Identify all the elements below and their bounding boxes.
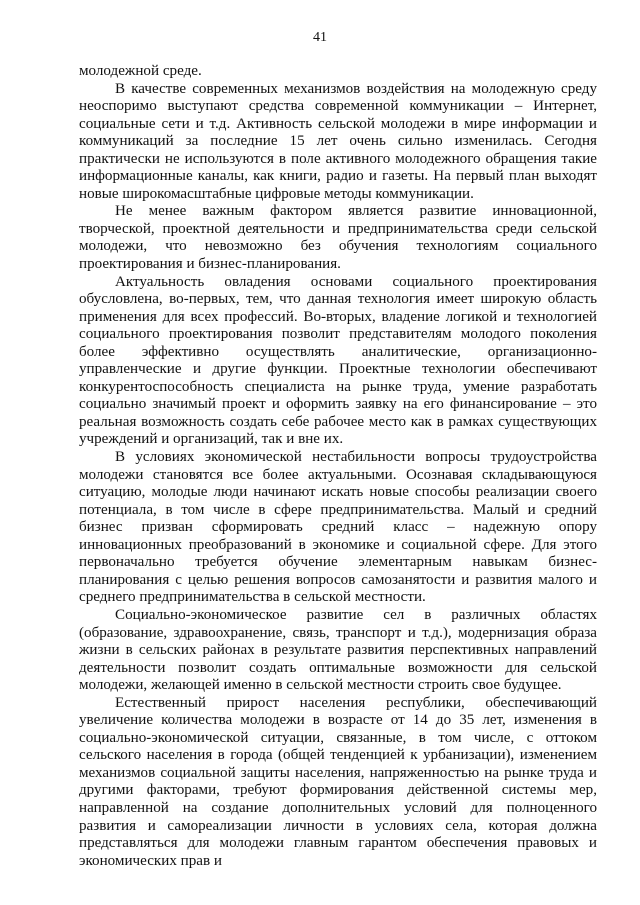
paragraph-rural-development: Социально-экономическое развитие сел в различных областях (образование, здравоохранение, связь, транспорт и т.д.), модернизация образа жизни в сельских районах в результате развития перспективных направлений деятельности позволит создать оптимальные возможности для сельской молодежи, желающей именно в сельской местности строить свое будущее. [79,606,597,694]
paragraph-innovation: Не менее важным фактором является развитие инновационной, творческой, проектной деятельности и предпринимательства среди сельской молодежи, что невозможно без обучения технологиям социального проектирования и бизнес-планирования. [79,203,597,273]
paragraph-population-growth: Естественный прирост населения республики, обеспечивающий увеличение количества молодежи в возрасте от 14 до 35 лет, изменения в социально-экономической ситуации, связанные, в том числе, с оттоком сельского населения в города (общей тенденцией к урбанизации), изменением механизмов социальной защиты населения, напряженностью на рынке труда и другими факторами, требуют формирования действенной системы мер, направленной на создание дополнительных условий для полноценного развития и самореализации личности в условиях села, которая должна представляться для молодежи главным гарантом обеспечения правовых и экономических прав и [79,694,597,869]
paragraph-communication: В качестве современных механизмов воздействия на молодежную среду неоспоримо выступают средства современной коммуникации – Интернет, социальные сети и т.д. Активность сельской молодежи в мире информации и коммуникаций за последние 15 лет очень сильно изменилась. Сегодня практически не используются в поле активного молодежного обращения такие информационные каналы, как книги, радио и газеты. На первый план выходят новые широкомасштабные цифровые методы коммуникации. [79,80,597,202]
paragraph-continuation: молодежной среде. [79,63,202,79]
paragraph-employment: В условиях экономической нестабильности вопросы трудоустройства молодежи становятся все более актуальными. Осознавая складывающуюся ситуацию, молодые люди начинают искать новые способы реализации своего потенциала, в том числе в сфере предпринимательства. Малый и средний бизнес призван сформировать средний класс – надежную опору инновационных преобразований в экономике и социальной сфере. Для этого первоначально требуется обучение элементарным навыкам бизнес-планирования с целью решения вопросов самозанятости и развития малого и среднего предпринимательства в сельской местности. [79,449,597,606]
paragraph-social-design: Актуальность овладения основами социального проектирования обусловлена, во-первых, тем, что данная технология имеет широкую область применения для всех профессий. Во-вторых, владение логикой и технологией социального проектирования позволит представителям молодого поколения более эффективно осуществлять аналитические, организационно-управленческие и другие функции. Проектные технологии обеспечивают конкурентоспособность специалиста на рынке труда, умение разработать социально значимый проект и оформить заявку на его финансирование – это реальная возможность создать себе рабочее место как в рамках существующих учреждений и организаций, так и вне их. [79,273,597,448]
document-body [79,63,597,870]
page-number: 41 [313,30,327,45]
